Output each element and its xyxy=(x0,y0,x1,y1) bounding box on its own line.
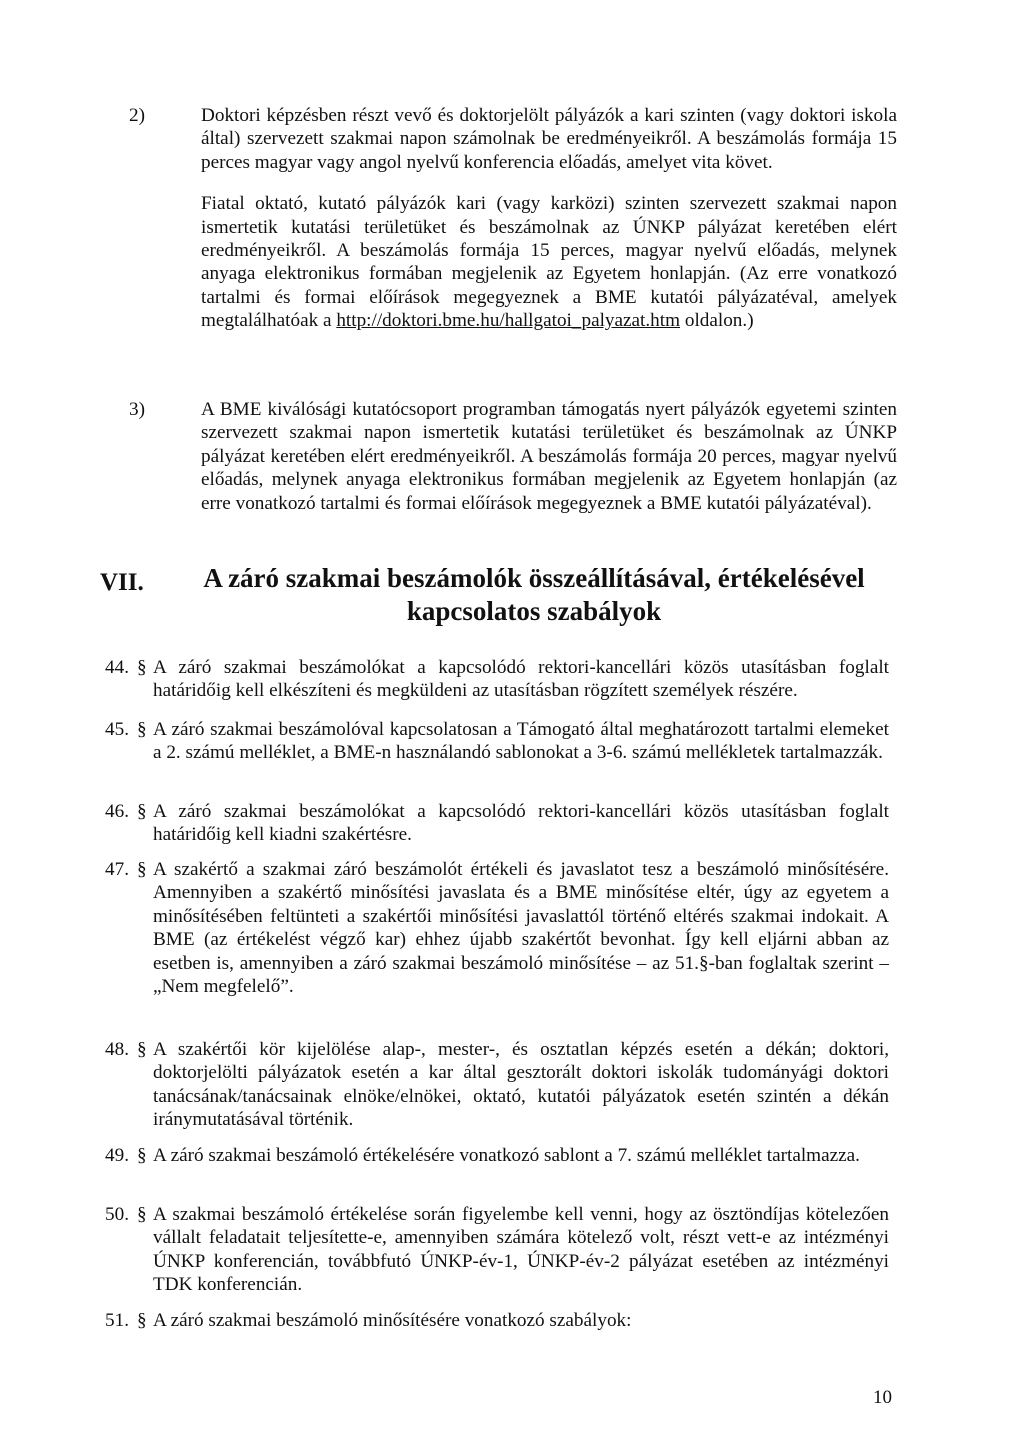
section-number: 50. xyxy=(105,1204,129,1225)
section-44 xyxy=(105,656,895,703)
chapter-title xyxy=(172,562,896,628)
list-item-body xyxy=(201,398,897,515)
section-sign-icon: § xyxy=(137,719,147,740)
section-number: 46. xyxy=(105,801,129,822)
chapter-title-line: kapcsolatos szabályok xyxy=(406,596,662,626)
list-item-3 xyxy=(129,398,929,515)
section-number: 48. xyxy=(105,1039,129,1060)
chapter-title-line: A záró szakmai beszámolók összeállításával, értékelésével xyxy=(203,563,865,593)
section-text: A záró szakmai beszámoló értékelésére vonatkozó sablont a 7. számú melléklet tartalmazza. xyxy=(153,1145,860,1166)
section-text: A záró szakmai beszámoló minősítésére vonatkozó szabályok: xyxy=(153,1310,632,1331)
section-sign-icon: § xyxy=(137,1145,147,1166)
section-50 xyxy=(105,1203,895,1297)
section-text: A szakértő a szakmai záró beszámolót értékeli és javaslatot tesz a beszámoló minősítésére. Amennyiben a szakértő minősítési javaslata és a BME minősítése eltér, úgy az egyetem a minősítésében feltünteti a szakértői minősítési javaslattól történő eltérés szakmai indokait. A BME (az értékelést végző kar) ehhez újabb szakértőt bevonhat. Így kell eljárni abban az esetben is, amennyiben a záró szakmai beszámoló minősítése – az 51.§-ban foglaltak szerint – „Nem megfelelő”. xyxy=(153,859,889,998)
paragraph xyxy=(201,192,897,332)
section-51 xyxy=(105,1309,895,1332)
section-text: A szakmai beszámoló értékelése során figyelembe kell venni, hogy az ösztöndíjas kötelezően vállalt feladatait teljesítette-e, amennyiben számára kötelező volt, részt vett-e az intézményi ÚNKP konferencián, továbbfutó ÚNKP-év-1, ÚNKP-év-2 pályázat esetében az intézményi TDK konferencián. xyxy=(153,1204,889,1296)
section-number: 49. xyxy=(105,1145,129,1166)
section-sign-icon: § xyxy=(137,1039,147,1060)
url-link[interactable]: http://doktori.bme.hu/hallgatoi_palyazat.htm xyxy=(336,310,681,332)
section-number: 44. xyxy=(105,657,129,678)
paragraph-text: Fiatal oktató, kutató pályázók kari (vagy karközi) szinten szervezett szakmai napon ismertetik kutatási területüket és beszámolnak az ÚNKP pályázat keretében elért eredményeikről. A beszámolás formája 15 perces, magyar nyelvű előadás, melynek anyaga elektronikus formában megjelenik az Egyetem honlapján. (Az erre vonatkozó tartalmi és formai előírások megegyeznek a BME kutatói pályázatéval, amelyek megtalálhatóak a xyxy=(201,193,897,332)
section-sign-icon: § xyxy=(137,657,147,678)
paragraph: A BME kiválósági kutatócsoport programban támogatás nyert pályázók egyetemi szinten szervezett szakmai napon ismertetik kutatási területüket és beszámolnak az ÚNKP pályázat keretében elért eredményeikről. A beszámolás formája 20 perces, magyar nyelvű előadás, melynek anyaga elektronikus formában megjelenik az Egyetem honlapján (az erre vonatkozó tartalmi és formai előírások megegyeznek a BME kutatói pályázatéval). xyxy=(201,399,897,514)
section-text: A záró szakmai beszámolókat a kapcsolódó rektori-kancellári közös utasításban foglalt határidőig kell elkészíteni és megküldeni az utasításban rögzített személyek részére. xyxy=(153,657,889,702)
chapter-number: VII. xyxy=(100,569,144,596)
section-47 xyxy=(105,858,895,998)
list-item-body xyxy=(201,104,897,333)
list-item-2 xyxy=(129,104,929,333)
section-number: 51. xyxy=(105,1310,129,1331)
list-item-number: 3) xyxy=(129,399,145,420)
section-sign-icon: § xyxy=(137,1204,147,1225)
section-49 xyxy=(105,1144,895,1167)
section-48 xyxy=(105,1038,895,1132)
section-number: 45. xyxy=(105,719,129,740)
paragraph-text-end: oldalon.) xyxy=(680,310,754,332)
section-text: A záró szakmai beszámolóval kapcsolatosan a Támogató által meghatározott tartalmi elemeket a 2. számú melléklet, a BME-n használandó sablonokat a 3-6. számú mellékletek tartalmazzák. xyxy=(153,719,889,764)
section-46 xyxy=(105,800,895,847)
paragraph: Doktori képzésben részt vevő és doktorjelölt pályázók a kari szinten (vagy doktori iskola által) szervezett szakmai napon számolnak be eredményeikről. A beszámolás formája 15 perces magyar vagy angol nyelvű konferencia előadás, amelyet vita követ. xyxy=(201,105,897,173)
section-sign-icon: § xyxy=(137,801,147,822)
section-sign-icon: § xyxy=(137,1310,147,1331)
section-sign-icon: § xyxy=(137,859,147,880)
section-text: A szakértői kör kijelölése alap-, mester-, és osztatlan képzés esetén a dékán; doktori, doktorjelölti pályázatok esetén a kar által gesztorált doktori iskolák tudományági doktori tanácsának/tanácsainak elnöke/elnökei, oktató, kutatói pályázatok esetén szintén a dékán iránymutatásával történik. xyxy=(153,1039,889,1131)
section-text: A záró szakmai beszámolókat a kapcsolódó rektori-kancellári közös utasításban foglalt határidőig kell kiadni szakértésre. xyxy=(153,801,889,846)
page-number: 10 xyxy=(873,1387,892,1408)
section-number: 47. xyxy=(105,859,129,880)
section-45 xyxy=(105,718,895,765)
list-item-number: 2) xyxy=(129,105,145,126)
